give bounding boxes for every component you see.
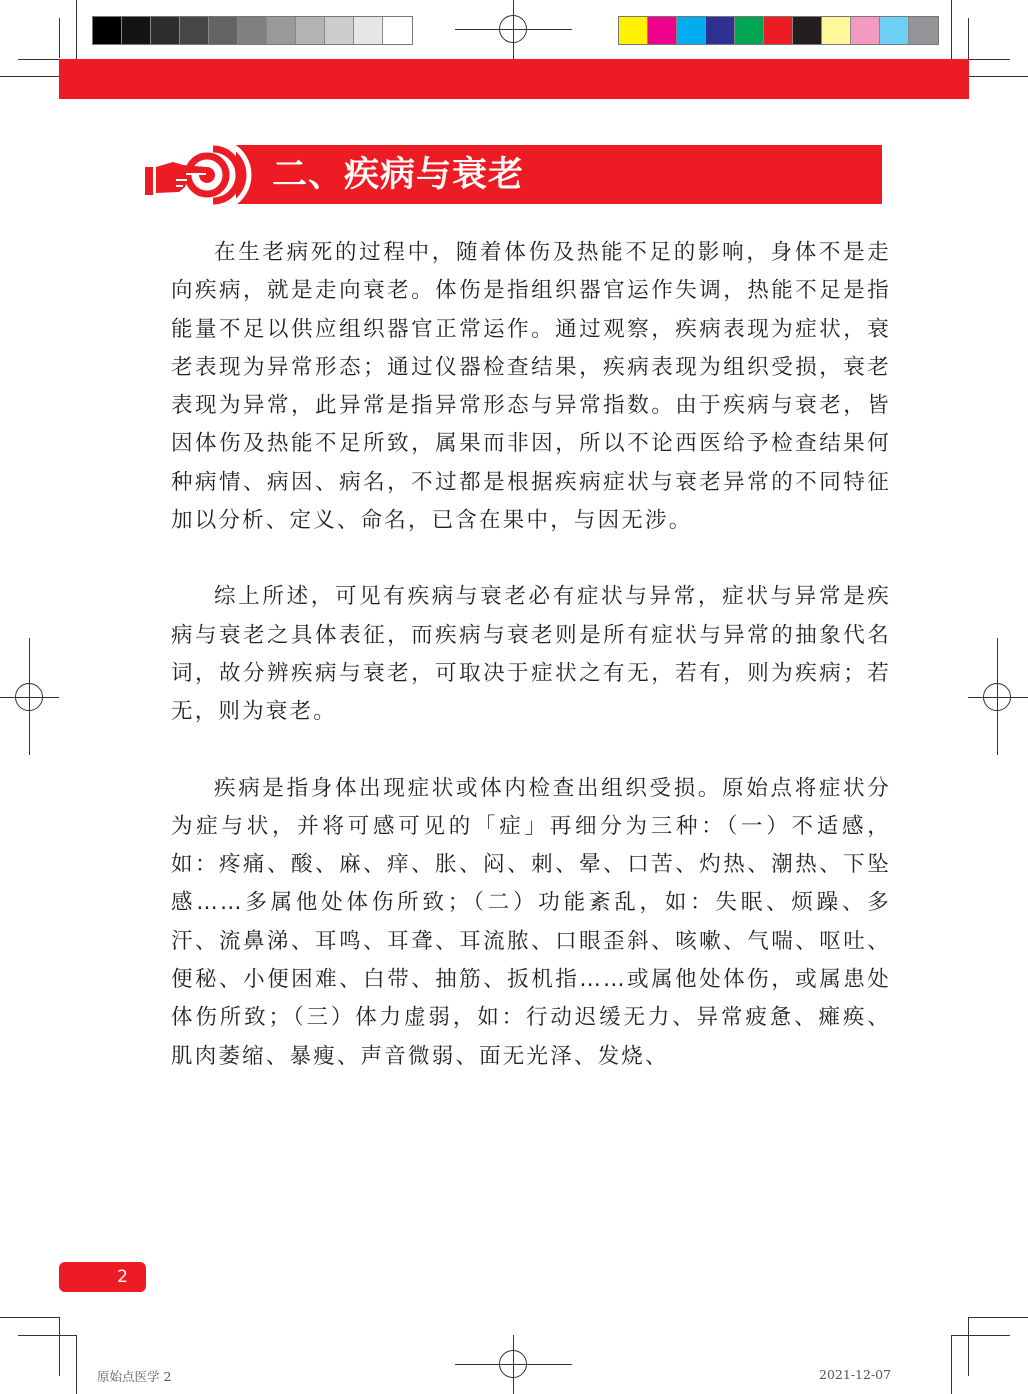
paragraph-disease-and-aging: 在生老病死的过程中，随着体伤及热能不足的影响，身体不是走向疾病，就是走向衰老。体伤是指组织器官运作失调，热能不足是指能量不足以供应组织器官正常运作。通过观察，疾病表现为症状，衰老表现为异常形态；通过仪器检查结果，疾病表现为组织受损，衰老表现为异常，此异常是指异常形态与异常指数。由于疾病与衰老，皆因体伤及热能不足所致，属果而非因，所以不论西医给予检查结果何种病情、病因、病名，不过都是根据疾病症状与衰老异常的不同特征加以分析、定义、命名，已含在果中，与因无涉。 [171, 240, 891, 534]
color-swatch [764, 17, 793, 44]
grayscale-color-bar [92, 16, 413, 45]
color-swatch [822, 17, 851, 44]
page-number-badge: 2 [59, 1262, 146, 1292]
body-text [171, 234, 891, 1076]
color-swatch [851, 17, 880, 44]
color-swatch [151, 17, 180, 44]
color-swatch [354, 17, 383, 44]
footer-book-title: 原始点医学 2 [97, 1369, 172, 1384]
color-swatch [296, 17, 325, 44]
color-swatch [238, 17, 267, 44]
color-swatch [677, 17, 706, 44]
color-swatch [93, 17, 122, 44]
color-swatch [325, 17, 354, 44]
section-title: 二、疾病与衰老 [272, 155, 525, 195]
color-swatch [383, 17, 412, 44]
color-swatch [706, 17, 735, 44]
paragraph-symptoms: 疾病是指身体出现症状或体内检查出组织受损。原始点将症状分为症与状，并将可感可见的「症」再细分为三种：（一）不适感，如：疼痛、酸、麻、痒、胀、闷、刺、晕、口苦、灼热、潮热、下坠感……多属他处体伤所致；（二）功能紊乱，如：失眠、烦躁、多汗、流鼻涕、耳鸣、耳聋、耳流脓、口眼歪斜、咳嗽、气喘、呕吐、便秘、小便困难、白带、抽筋、扳机指……或属他处体伤，或属患处体伤所致；（三）体力虚弱，如：行动迟缓无力、异常疲惫、瘫痪、肌肉萎缩、暴瘦、声音微弱、面无光泽、发烧、 [171, 775, 891, 1069]
color-swatch [209, 17, 238, 44]
footer-date: 2021-12-07 [819, 1367, 892, 1382]
color-swatch [880, 17, 909, 44]
top-red-band [59, 59, 969, 99]
pointing-hand-target-icon [143, 145, 255, 205]
color-swatch [122, 17, 151, 44]
color-swatch [267, 17, 296, 44]
paragraph-summary: 综上所述，可见有疾病与衰老必有症状与异常，症状与异常是疾病与衰老之具体表征，而疾病与衰老则是所有症状与异常的抽象代名词，故分辨疾病与衰老，可取决于症状之有无，若有，则为疾病；若无，则为衰老。 [171, 584, 891, 725]
cmyk-color-bar [618, 16, 939, 45]
color-swatch [180, 17, 209, 44]
color-swatch [735, 17, 764, 44]
color-swatch [909, 17, 938, 44]
color-swatch [648, 17, 677, 44]
color-swatch [619, 17, 648, 44]
color-swatch [793, 17, 822, 44]
